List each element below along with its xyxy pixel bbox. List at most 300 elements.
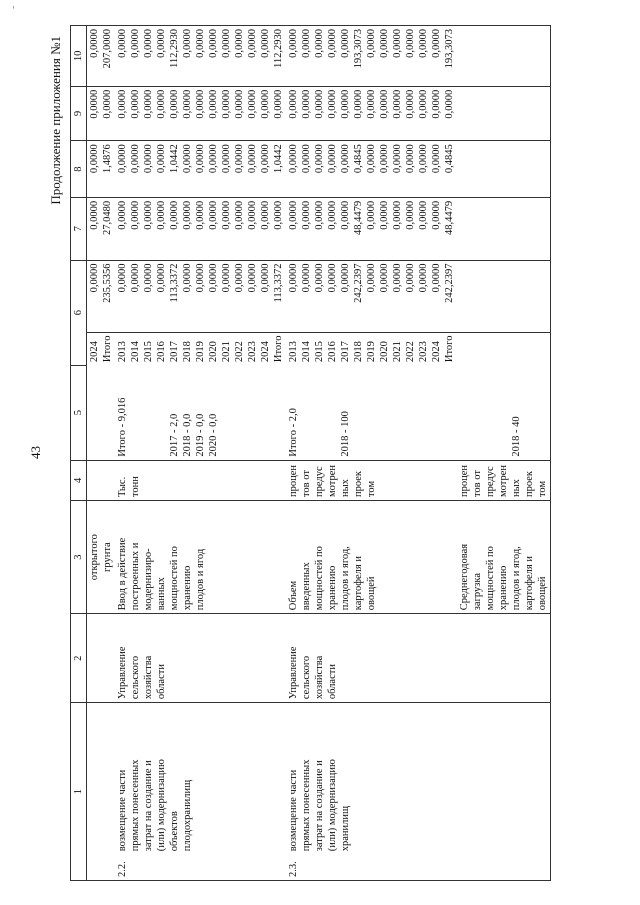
cell-line: 0,0000	[366, 200, 377, 230]
cell-line: 0,0000	[431, 29, 442, 58]
cell-line	[142, 368, 155, 457]
cell-line: том	[537, 480, 548, 498]
cell-line: 0,0000	[314, 200, 325, 230]
header-cell: 3	[71, 501, 87, 614]
cell-line: 2019	[195, 341, 206, 363]
cell-line: модернизиро-	[143, 548, 154, 611]
cell-line: 0,0000	[143, 200, 154, 230]
indicator-values	[87, 365, 116, 460]
cell-line: 0,0000	[301, 29, 312, 58]
cell-line: 113,3372	[273, 263, 284, 303]
executor	[457, 614, 551, 703]
cell-line: 0,0000	[156, 29, 167, 58]
cell-line: мотрен	[327, 465, 338, 498]
cell-line: хранению	[182, 565, 193, 611]
cell-line: 0,0000	[221, 263, 232, 293]
cell-line: 0,0000	[208, 144, 219, 174]
cell-line: 0,0000	[379, 263, 390, 293]
header-cell: 8	[71, 141, 87, 198]
years	[115, 333, 286, 365]
indicator-values	[457, 365, 551, 460]
cell-line: 0,0000	[327, 29, 338, 58]
cell-line: 2017	[169, 341, 180, 363]
cell-line: Объем	[288, 580, 299, 611]
cell-line: 48,4479	[444, 200, 455, 235]
cell-line: 0,0000	[379, 144, 390, 174]
cell-line: 2021	[392, 341, 403, 363]
cell-line: процен	[459, 465, 470, 498]
amount-col10	[457, 26, 551, 87]
cell-line: Управление	[288, 646, 299, 700]
cell-line: ных	[340, 479, 351, 498]
cell-line: 0,0000	[301, 200, 312, 230]
cell-line: 0,0000	[327, 89, 338, 119]
amount-col10	[115, 26, 286, 87]
amount-col10	[87, 26, 116, 87]
cell-line: 1,0442	[169, 144, 180, 174]
cell-line: 0,0000	[89, 89, 100, 119]
measure-name	[457, 703, 551, 855]
cell-line: 0,0000	[431, 263, 442, 293]
cell-line: 0,0000	[89, 200, 100, 230]
cell-line: 0,0000	[340, 144, 351, 174]
cell-line: 0,0000	[169, 89, 180, 119]
cell-line: 0,4845	[353, 144, 364, 174]
cell-line: плодов и ягод,	[511, 546, 522, 611]
cell-line: 0,4845	[444, 144, 455, 174]
amount-col8	[115, 141, 286, 198]
amount-total	[87, 260, 116, 333]
cell-line: 0,0000	[366, 29, 377, 58]
cell-line: открытого	[89, 534, 100, 581]
amount-total	[286, 260, 457, 333]
amount-col7	[286, 197, 457, 260]
page-number: 43	[28, 446, 43, 459]
cell-line: 0,0000	[208, 89, 219, 119]
cell-line: 0,0000	[102, 89, 113, 119]
cell-line: 0,0000	[130, 263, 141, 293]
cell-line: 0,0000	[314, 89, 325, 119]
cell-line: сельского	[130, 655, 141, 700]
cell-line: 0,0000	[366, 144, 377, 174]
row-number: 2.3.	[286, 854, 457, 880]
cell-line: 0,0000	[247, 263, 258, 293]
cell-line: 0,0000	[130, 89, 141, 119]
cell-line	[313, 368, 326, 457]
cell-line: 2014	[301, 341, 312, 363]
cell-line: 0,0000	[379, 89, 390, 119]
cell-line: Управление	[117, 646, 128, 700]
cell-line: 0,0000	[260, 263, 271, 293]
cell-line: 193,3073	[444, 29, 455, 69]
cell-line: (или) модернизацию	[327, 759, 338, 852]
cell-line	[497, 368, 510, 457]
cell-line: 0,0000	[156, 263, 167, 293]
cell-line: 242,2397	[353, 263, 364, 303]
cell-line: 0,0000	[353, 89, 364, 119]
cell-line: 0,0000	[117, 29, 128, 58]
indicator	[286, 501, 457, 614]
amount-col9	[115, 86, 286, 141]
measure-name	[87, 703, 116, 855]
cell-line: 0,0000	[260, 29, 271, 58]
cell-line: загрузка	[472, 572, 483, 611]
cell-line: мотрен	[498, 465, 509, 498]
unit	[457, 460, 551, 500]
cell-line: овощей	[537, 576, 548, 611]
cell-line: 0,0000	[379, 200, 390, 230]
cell-line: 2018	[353, 341, 364, 363]
cell-line: 0,0000	[117, 263, 128, 293]
cell-line: хранилищ	[340, 805, 351, 852]
table-row	[286, 26, 457, 881]
cell-line: 0,0000	[301, 144, 312, 174]
cell-line: 0,0000	[327, 263, 338, 293]
executor	[115, 614, 286, 703]
cell-line: 0,0000	[195, 263, 206, 293]
cell-line: 2016	[327, 341, 338, 363]
indicator	[115, 501, 286, 614]
cell-line: 0,0000	[405, 89, 416, 119]
cell-line: 0,0000	[234, 144, 245, 174]
cell-line: введенных	[301, 562, 312, 611]
cell-line: 1,0442	[273, 144, 284, 174]
cell-line: затрат на создание и	[143, 760, 154, 852]
cell-line	[484, 368, 497, 457]
cell-line: 0,0000	[117, 144, 128, 174]
cell-line: ных	[511, 479, 522, 498]
cell-line: 242,2397	[444, 263, 455, 303]
cell-line: 48,4479	[353, 200, 364, 235]
cell-line: 0,0000	[195, 89, 206, 119]
program-table	[70, 25, 551, 881]
cell-line: 0,0000	[288, 144, 299, 174]
cell-line: тов от	[472, 470, 483, 498]
cell-line: грунта	[102, 542, 113, 572]
cell-line: 2024	[431, 341, 442, 363]
cell-line: Тыс.	[117, 476, 128, 498]
cell-line: 0,0000	[89, 263, 100, 293]
cell-line	[458, 368, 471, 457]
cell-line: 0,0000	[156, 89, 167, 119]
cell-line: мощностей по	[314, 546, 325, 611]
cell-line: 0,0000	[314, 29, 325, 58]
cell-line: 2021	[221, 341, 232, 363]
cell-line: проек	[524, 471, 535, 498]
cell-line: возмещение части	[117, 769, 128, 852]
indicator	[457, 501, 551, 614]
cell-line: предус	[314, 466, 325, 498]
cell-line: 207,0000	[102, 29, 113, 69]
cell-line: мощностей по	[169, 546, 180, 611]
cell-line: Итого	[444, 335, 455, 363]
cell-line: области	[327, 664, 338, 700]
row-number	[87, 854, 116, 880]
cell-line: 0,0000	[418, 144, 429, 174]
cell-line: сельского	[301, 655, 312, 700]
cell-line	[326, 368, 339, 457]
cell-line: Среднегодовая	[459, 543, 470, 611]
cell-line: 0,0000	[273, 200, 284, 230]
cell-line: 0,0000	[234, 263, 245, 293]
cell-line: проек	[353, 471, 364, 498]
cell-line: хранению	[327, 565, 338, 611]
table-header	[71, 26, 87, 881]
cell-line: 0,0000	[156, 200, 167, 230]
cell-line	[300, 368, 313, 457]
cell-line: 0,0000	[143, 144, 154, 174]
cell-line: 0,0000	[405, 29, 416, 58]
measure-name	[286, 703, 457, 855]
cell-line: 0,0000	[208, 200, 219, 230]
cell-line: 0,0000	[301, 89, 312, 119]
cell-line: 235,5356	[102, 263, 113, 303]
executor	[286, 614, 457, 703]
amount-col9	[286, 86, 457, 141]
cell-line: 0,0000	[340, 29, 351, 58]
table-row	[115, 26, 286, 881]
header-cell: 7	[71, 197, 87, 260]
cell-line: 0,0000	[418, 89, 429, 119]
cell-line: Итого	[273, 335, 284, 363]
header-cell: 4	[71, 460, 87, 500]
cell-line: 0,0000	[340, 263, 351, 293]
cell-line: 0,0000	[130, 200, 141, 230]
cell-line: 2016	[156, 341, 167, 363]
cell-line: 0,0000	[156, 144, 167, 174]
cell-line: 2022	[405, 341, 416, 363]
header-cell: 1	[71, 703, 87, 881]
cell-line: 0,0000	[221, 144, 232, 174]
cell-line: 0,0000	[379, 29, 390, 58]
row-number: 2.2.	[115, 854, 286, 880]
cell-line: 0,0000	[288, 263, 299, 293]
indicator-values	[115, 365, 286, 460]
cell-line: 2019	[366, 341, 377, 363]
cell-line: 0,0000	[117, 89, 128, 119]
cell-line: 0,0000	[260, 200, 271, 230]
years	[87, 333, 116, 365]
cell-line: 0,0000	[234, 89, 245, 119]
cell-line: 113,3372	[169, 263, 180, 303]
cell-line: 0,0000	[234, 29, 245, 58]
cell-line: затрат на создание и	[314, 760, 325, 852]
cell-line: 0,0000	[288, 29, 299, 58]
cell-line: 2024	[89, 341, 100, 363]
cell-line: 2019 - 0,0	[195, 413, 206, 457]
cell-line: 2015	[314, 341, 325, 363]
cell-line: ванных	[156, 577, 167, 611]
cell-line: 0,0000	[314, 263, 325, 293]
cell-line: 0,0000	[418, 263, 429, 293]
cell-line: 2020	[379, 341, 390, 363]
cell-line: 0,0000	[392, 144, 403, 174]
cell-line: тонн	[130, 476, 141, 498]
cell-line: 0,0000	[392, 200, 403, 230]
margin-mark: ‑	[8, 5, 19, 9]
cell-line: 0,0000	[195, 144, 206, 174]
amount-col8	[87, 141, 116, 198]
cell-line: 0,0000	[260, 144, 271, 174]
header-cell: 6	[71, 260, 87, 365]
cell-line: 2013	[288, 341, 299, 363]
amount-col8	[457, 141, 551, 198]
cell-line: 193,3073	[353, 29, 364, 69]
cell-line: 2020	[208, 341, 219, 363]
cell-line: 0,0000	[288, 200, 299, 230]
amount-total	[115, 260, 286, 333]
cell-line: том	[366, 480, 377, 498]
indicator	[87, 501, 116, 614]
cell-line: 0,0000	[182, 29, 193, 58]
cell-line: 2018 - 0,0	[182, 413, 193, 457]
cell-line: 2017	[340, 341, 351, 363]
cell-line: плодов и ягод	[195, 548, 206, 611]
years	[286, 333, 457, 365]
cell-line: 0,0000	[418, 200, 429, 230]
cell-line: 112,2930	[169, 29, 180, 68]
cell-line: 0,0000	[143, 29, 154, 58]
amount-col9	[87, 86, 116, 141]
cell-line: 0,0000	[221, 29, 232, 58]
indicator-values	[286, 365, 457, 460]
amount-col9	[457, 86, 551, 141]
cell-line: 2015	[143, 341, 154, 363]
cell-line: 0,0000	[130, 144, 141, 174]
cell-line	[155, 368, 168, 457]
cell-line: 0,0000	[273, 89, 284, 119]
cell-line: картофеля и	[353, 556, 364, 611]
years	[457, 333, 551, 365]
cell-line: 0,0000	[182, 263, 193, 293]
cell-line: 0,0000	[431, 144, 442, 174]
unit	[87, 460, 116, 500]
cell-line: 0,0000	[288, 89, 299, 119]
cell-line: 0,0000	[221, 200, 232, 230]
measure-name	[115, 703, 286, 855]
cell-line: 0,0000	[234, 200, 245, 230]
cell-line: возмещение части	[288, 769, 299, 852]
cell-line: 2023	[247, 341, 258, 363]
cell-line: 0,0000	[208, 263, 219, 293]
cell-line	[129, 368, 142, 457]
cell-line: 0,0000	[182, 200, 193, 230]
unit	[115, 460, 286, 500]
cell-line: 0,0000	[340, 89, 351, 119]
cell-line: 0,0000	[301, 263, 312, 293]
cell-line: 0,0000	[431, 200, 442, 230]
cell-line: 0,0000	[366, 263, 377, 293]
cell-line: 0,0000	[327, 200, 338, 230]
cell-line: Итого	[102, 335, 113, 363]
cell-line: 2018 - 100	[340, 411, 351, 457]
cell-line: 0,0000	[89, 29, 100, 58]
cell-line: 2018	[182, 341, 193, 363]
amount-col7	[87, 197, 116, 260]
cell-line: 0,0000	[247, 144, 258, 174]
cell-line: 0,0000	[366, 89, 377, 119]
amount-total	[457, 260, 551, 333]
cell-line: Итого - 2,0	[288, 408, 299, 457]
cell-line: построенных и	[130, 542, 141, 611]
cell-line	[471, 368, 484, 457]
cell-line: 0,0000	[247, 29, 258, 58]
cell-line: прямых понесенных	[301, 759, 312, 852]
cell-line: Ввод в действие	[117, 537, 128, 611]
cell-line: 0,0000	[405, 200, 416, 230]
cell-line: 0,0000	[117, 200, 128, 230]
cell-line: 112,2930	[273, 29, 284, 68]
unit	[286, 460, 457, 500]
cell-line: 0,0000	[208, 29, 219, 58]
cell-line: 2023	[418, 341, 429, 363]
cell-line: 0,0000	[392, 89, 403, 119]
cell-line: плодохранилищ	[182, 779, 193, 852]
header-cell: 9	[71, 86, 87, 141]
cell-line: 0,0000	[130, 29, 141, 58]
table-row	[87, 26, 116, 881]
cell-line: области	[156, 664, 167, 700]
header-cell: 5	[71, 365, 87, 460]
cell-line: 0,0000	[221, 89, 232, 119]
cell-line: 2018 - 40	[511, 416, 522, 457]
appendix-title: Продолжение приложения №1	[48, 36, 63, 205]
cell-line: 0,0000	[431, 89, 442, 119]
cell-line: овощей	[366, 576, 377, 611]
cell-line: объектов	[169, 811, 180, 852]
cell-line: 2013	[117, 341, 128, 363]
amount-col8	[286, 141, 457, 198]
cell-line: 0,0000	[182, 89, 193, 119]
cell-line: предус	[485, 466, 496, 498]
cell-line: картофеля и	[524, 556, 535, 611]
cell-line: 0,0000	[327, 144, 338, 174]
amount-col7	[457, 197, 551, 260]
cell-line: 0,0000	[182, 144, 193, 174]
cell-line: процен	[288, 465, 299, 498]
cell-line: 0,0000	[392, 263, 403, 293]
cell-line: 0,0000	[340, 200, 351, 230]
cell-line: 27,0480	[102, 200, 113, 235]
cell-line: 0,0000	[169, 200, 180, 230]
cell-line: 0,0000	[89, 144, 100, 174]
cell-line: 0,0000	[314, 144, 325, 174]
row-number	[457, 854, 551, 880]
amount-col7	[115, 197, 286, 260]
cell-line: 0,0000	[260, 89, 271, 119]
cell-line: 2020 - 0,0	[208, 413, 219, 457]
cell-line: 0,0000	[195, 200, 206, 230]
cell-line: 0,0000	[247, 200, 258, 230]
cell-line: 0,0000	[143, 89, 154, 119]
cell-line: 1,4876	[102, 144, 113, 174]
cell-line: Итого - 9,016	[117, 397, 128, 457]
cell-line: 0,0000	[444, 89, 455, 119]
amount-col10	[286, 26, 457, 87]
cell-line: мощностей по	[485, 546, 496, 611]
cell-line: 2014	[130, 341, 141, 363]
cell-line: 2022	[234, 341, 245, 363]
executor	[87, 614, 116, 703]
cell-line: тов от	[301, 470, 312, 498]
cell-line: прямых понесенных	[130, 759, 141, 852]
cell-line: 0,0000	[418, 29, 429, 58]
cell-line: 0,0000	[143, 263, 154, 293]
table-row	[457, 26, 551, 881]
table-body	[87, 26, 551, 881]
cell-line: хранению	[498, 565, 509, 611]
cell-line: 2017 - 2,0	[169, 413, 180, 457]
